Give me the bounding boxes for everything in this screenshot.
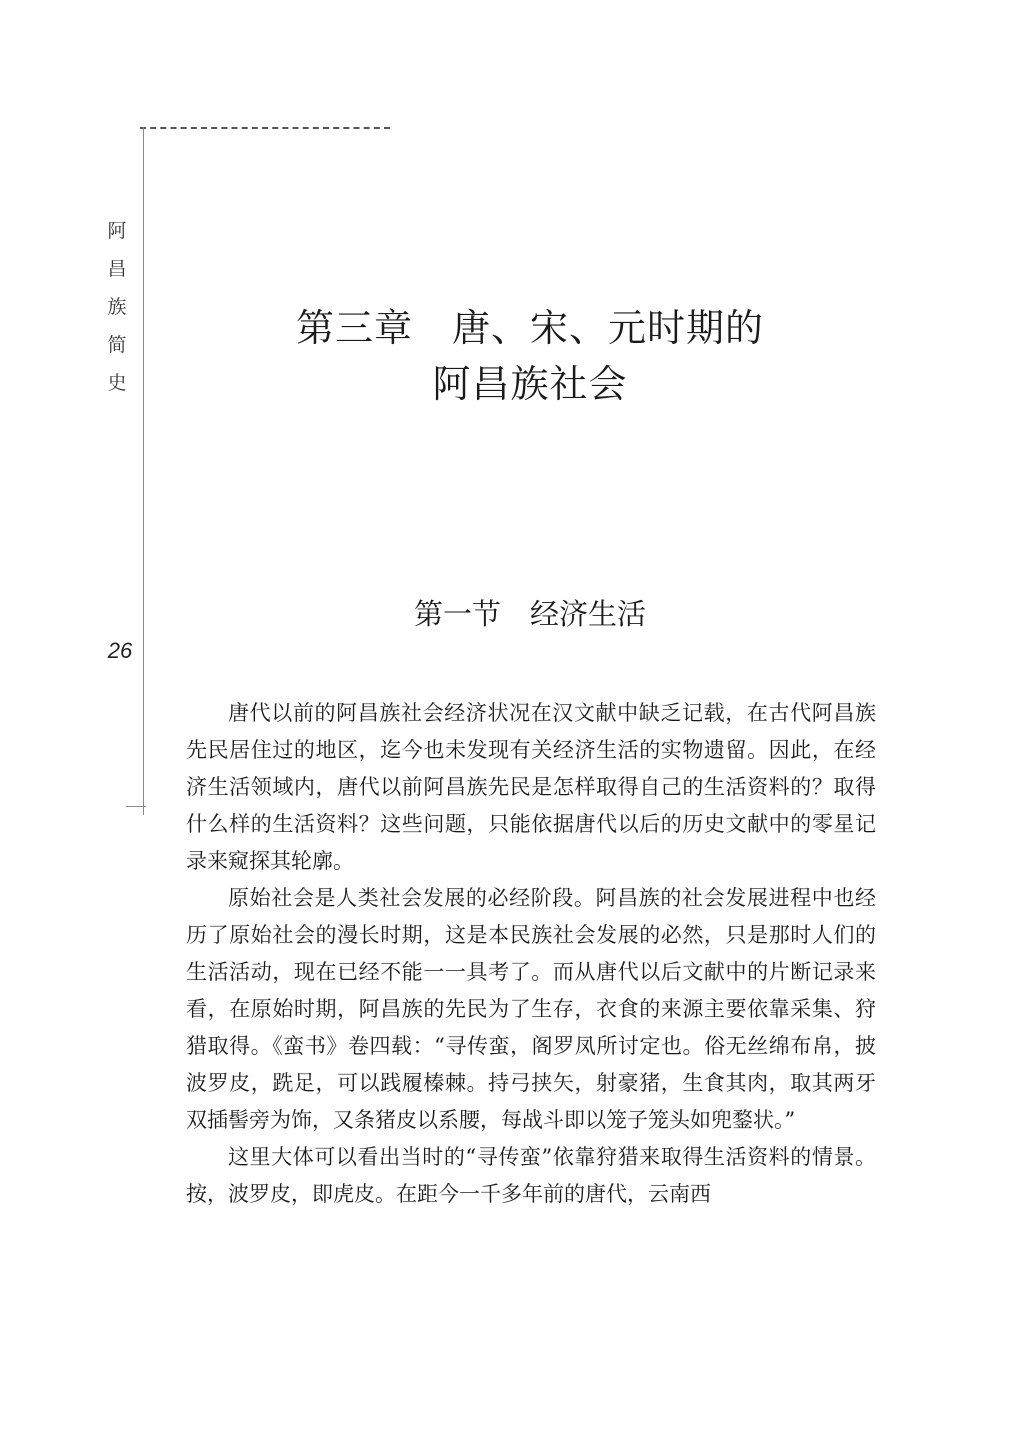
section-title: 第一节 经济生活 xyxy=(413,597,646,631)
margin-vertical-rule xyxy=(143,127,144,815)
running-head-char: 简 xyxy=(107,334,127,356)
page-number: 26 xyxy=(107,638,133,663)
running-head-char: 史 xyxy=(107,372,127,394)
chapter-title-line-1: 第三章 唐、宋、元时期的 xyxy=(295,306,764,350)
running-head-text xyxy=(102,212,132,402)
running-head-char: 昌 xyxy=(107,258,127,280)
chapter-title xyxy=(200,300,860,412)
running-head xyxy=(102,212,132,402)
paragraph-1: 唐代以前的阿昌族社会经济状况在汉文献中缺乏记载，在古代阿昌族先民居住过的地区，迄今也未发现有关经济生活的实物遗留。因此，在经济生活领域内，唐代以前阿昌族先民是怎样取得自己的生活资料的？取得什么样的生活资料？这些问题，只能依据唐代以后的历史文献中的零星记录来窥探其轮廓。 xyxy=(186,701,876,873)
paragraph-3: 这里大体可以看出当时的“寻传蛮”依靠狩猎来取得生活资料的情景。按，波罗皮，即虎皮。在距今一千多年前的唐代，云南西 xyxy=(186,1145,876,1206)
paragraph-2: 原始社会是人类社会发展的必经阶段。阿昌族的社会发展进程中也经历了原始社会的漫长时期，这是本民族社会发展的必然，只是那时人们的生活活动，现在已经不能一一具考了。而从唐代以后文献中的片断记录来看，在原始时期，阿昌族的先民为了生存，衣食的来源主要依靠采集、狩猎取得。《蛮书》卷四载：“寻传蛮，阁罗凤所讨定也。俗无丝绵布帛，披波罗皮，跣足，可以践履榛棘。持弓挟矢，射豪猪，生食其肉，取其两牙双插髻旁为饰，又条猪皮以系腰，每战斗即以笼子笼头如兜鍪状。” xyxy=(186,886,876,1132)
dashed-header-rule xyxy=(140,127,390,129)
running-head-char: 族 xyxy=(107,296,127,318)
body-text xyxy=(186,695,876,1213)
chapter-title-line-2: 阿昌族社会 xyxy=(432,362,628,406)
running-head-char: 阿 xyxy=(107,220,127,242)
margin-rule-end xyxy=(126,806,146,807)
